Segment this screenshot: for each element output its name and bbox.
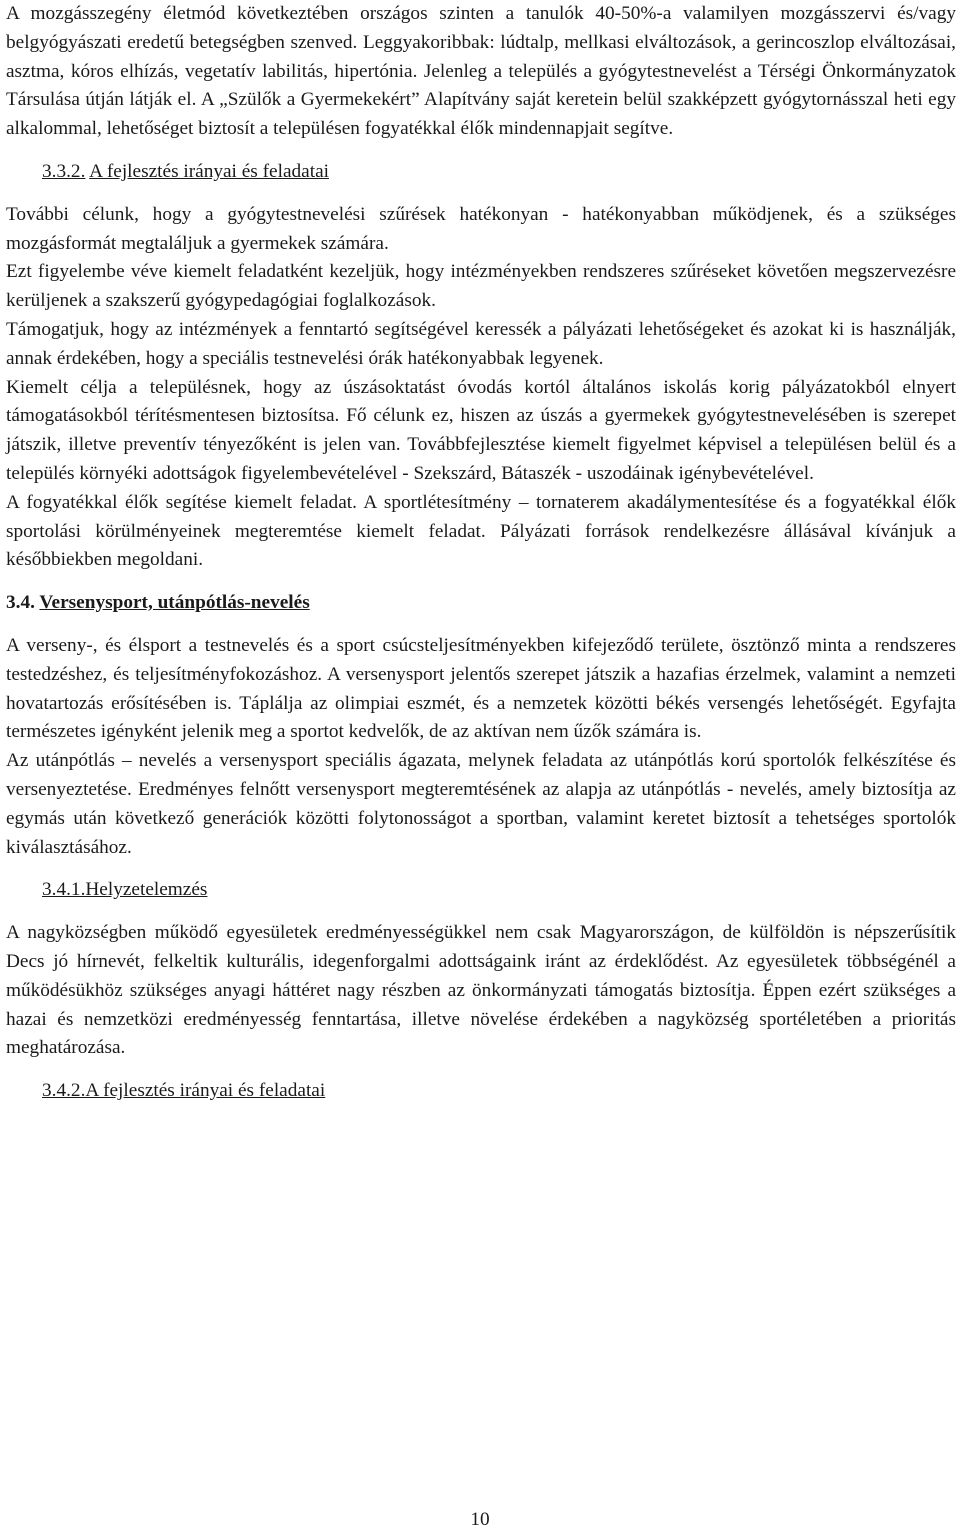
section-3-3-2-heading-title: A fejlesztés irányai és feladatai [89,160,329,182]
section-3-3-2-paragraph: További célunk, hogy a gyógytestnevelési szűrések hatékonyan - hatékonyabban működjenek, és a szükséges mozgásformát megtaláljuk a gyermekek számára. [6,203,956,254]
page-number: 10 [470,1509,490,1530]
section-3-4-2-heading [42,1077,956,1106]
section-3-4-1-heading [42,876,956,905]
section-3-3-2-paragraph: A fogyatékkal élők segítése kiemelt feladat. A sportlétesítmény – tornaterem akadálymentesítése és a fogyatékkal élők sportolási körülményeinek megteremtése kiemelt feladat. Pályázati források rendelkezésre állásával kívánjuk a későbbiekben megoldani. [6,491,956,571]
section-3-4-2-heading-text: 3.4.2.A fejlesztés irányai és feladatai [42,1080,326,1102]
section-3-4-paragraph: Az utánpótlás – nevelés a versenysport speciális ágazata, melynek feladata az utánpótlás korú sportolók felkészítése és versenyeztetése. Eredményes felnőtt versenysport megteremtésének az alapja az utánpótlás - nevelés, amely biztosítja az egymás után következő generációk közötti folytonosságot a sportban, valamint keretet biztosít a tehetséges sportolók kiválasztásához. [6,750,956,858]
section-3-3-2-heading-num: 3.3.2. [42,160,86,182]
intro-paragraph: A mozgásszegény életmód következtében országos szinten a tanulók 40-50%-a valamilyen mozgásszervi és/vagy belgyógyászati eredetű betegségben szenved. Leggyakoribbak: lúdtalp, mellkasi elváltozások, a gerincoszlop elváltozásai, asztma, kóros elhízás, vegetatív labilitás, hipertónia. Jelenleg a település a gyógytestnevelést a Térségi Önkormányzatok Társulása útján látják el. A „Szülők a Gyermekekért” Alapítvány saját keretein belül szakképzett gyógytornásszal heti egy alkalommal, lehetőséget biztosít a településen fogyatékkal élők mindennapjait segítve. [6,3,956,140]
section-3-4-1-heading-text: 3.4.1.Helyzetelemzés [42,879,208,901]
section-3-4-1-paragraph: A nagyközségben működő egyesületek eredményességükkel nem csak Magyarországon, de külföldön is népszerűsítik Decs jó hírnevét, felkeltik kulturális, idegenforgalmi adottságaink iránt az érdeklődést. Az egyesületek többségénél a működésükhöz szükséges anyagi háttéret nagy részben az önkormányzati támogatás biztosítja. Éppen ezért szükséges a hazai és nemzetközi eredményesség fenntartása, illetve növelése érdekében a nagyközség sportéletében a prioritás meghatározása. [6,922,956,1059]
section-3-4-heading-num: 3.4. [6,592,35,614]
section-3-4-heading-title: Versenysport, utánpótlás-nevelés [39,592,310,614]
section-3-3-2-paragraph: Ezt figyelembe véve kiemelt feladatként kezeljük, hogy intézményekben rendszeres szűréseket követően megszervezésre kerüljenek a szakszerű gyógypedagógiai foglalkozások. [6,261,956,312]
section-3-4-paragraph: A verseny-, és élsport a testnevelés és a sport csúcsteljesítményekben kifejeződő területe, ösztönző minta a rendszeres testedzéshez, és teljesítményfokozáshoz. A versenysport jelentős szerepet játszik a hazafias érzelmek, valamint a nemzeti hovatartozás erősítésében is. Táplálja az olimpiai eszmét, és a nemzetek közötti békés versengés lehetőségét. Egyfajta természetes igényként jelenik meg a sportot kedvelők, de az aktívan nem űzők számára is. [6,634,956,743]
document-page [6,0,956,1106]
section-3-3-2-heading [42,158,956,187]
section-3-4-heading [6,589,956,618]
section-3-3-2-paragraph: Támogatjuk, hogy az intézmények a fenntartó segítségével keressék a pályázati lehetőségeket és azokat ki is használják, annak érdekében, hogy a speciális testnevelési órák hatékonyabbak legyenek. [6,318,956,369]
section-3-3-2-paragraph: Kiemelt célja a településnek, hogy az úszásoktatást óvodás kortól általános iskolás korig pályázatokból elnyert támogatásokból térítésmentesen biztosítsa. Fő célunk ez, hiszen az úszás a gyermekek gyógytestnevelésében is szerepet játszik, illetve preventív tényezőként is jelen van. Továbbfejlesztése kiemelt figyelmet képvisel a településen belül és a település környéki adottságok figyelembevételével - Szekszárd, Bátaszék - uszodáinak igénybevételével. [6,376,956,484]
